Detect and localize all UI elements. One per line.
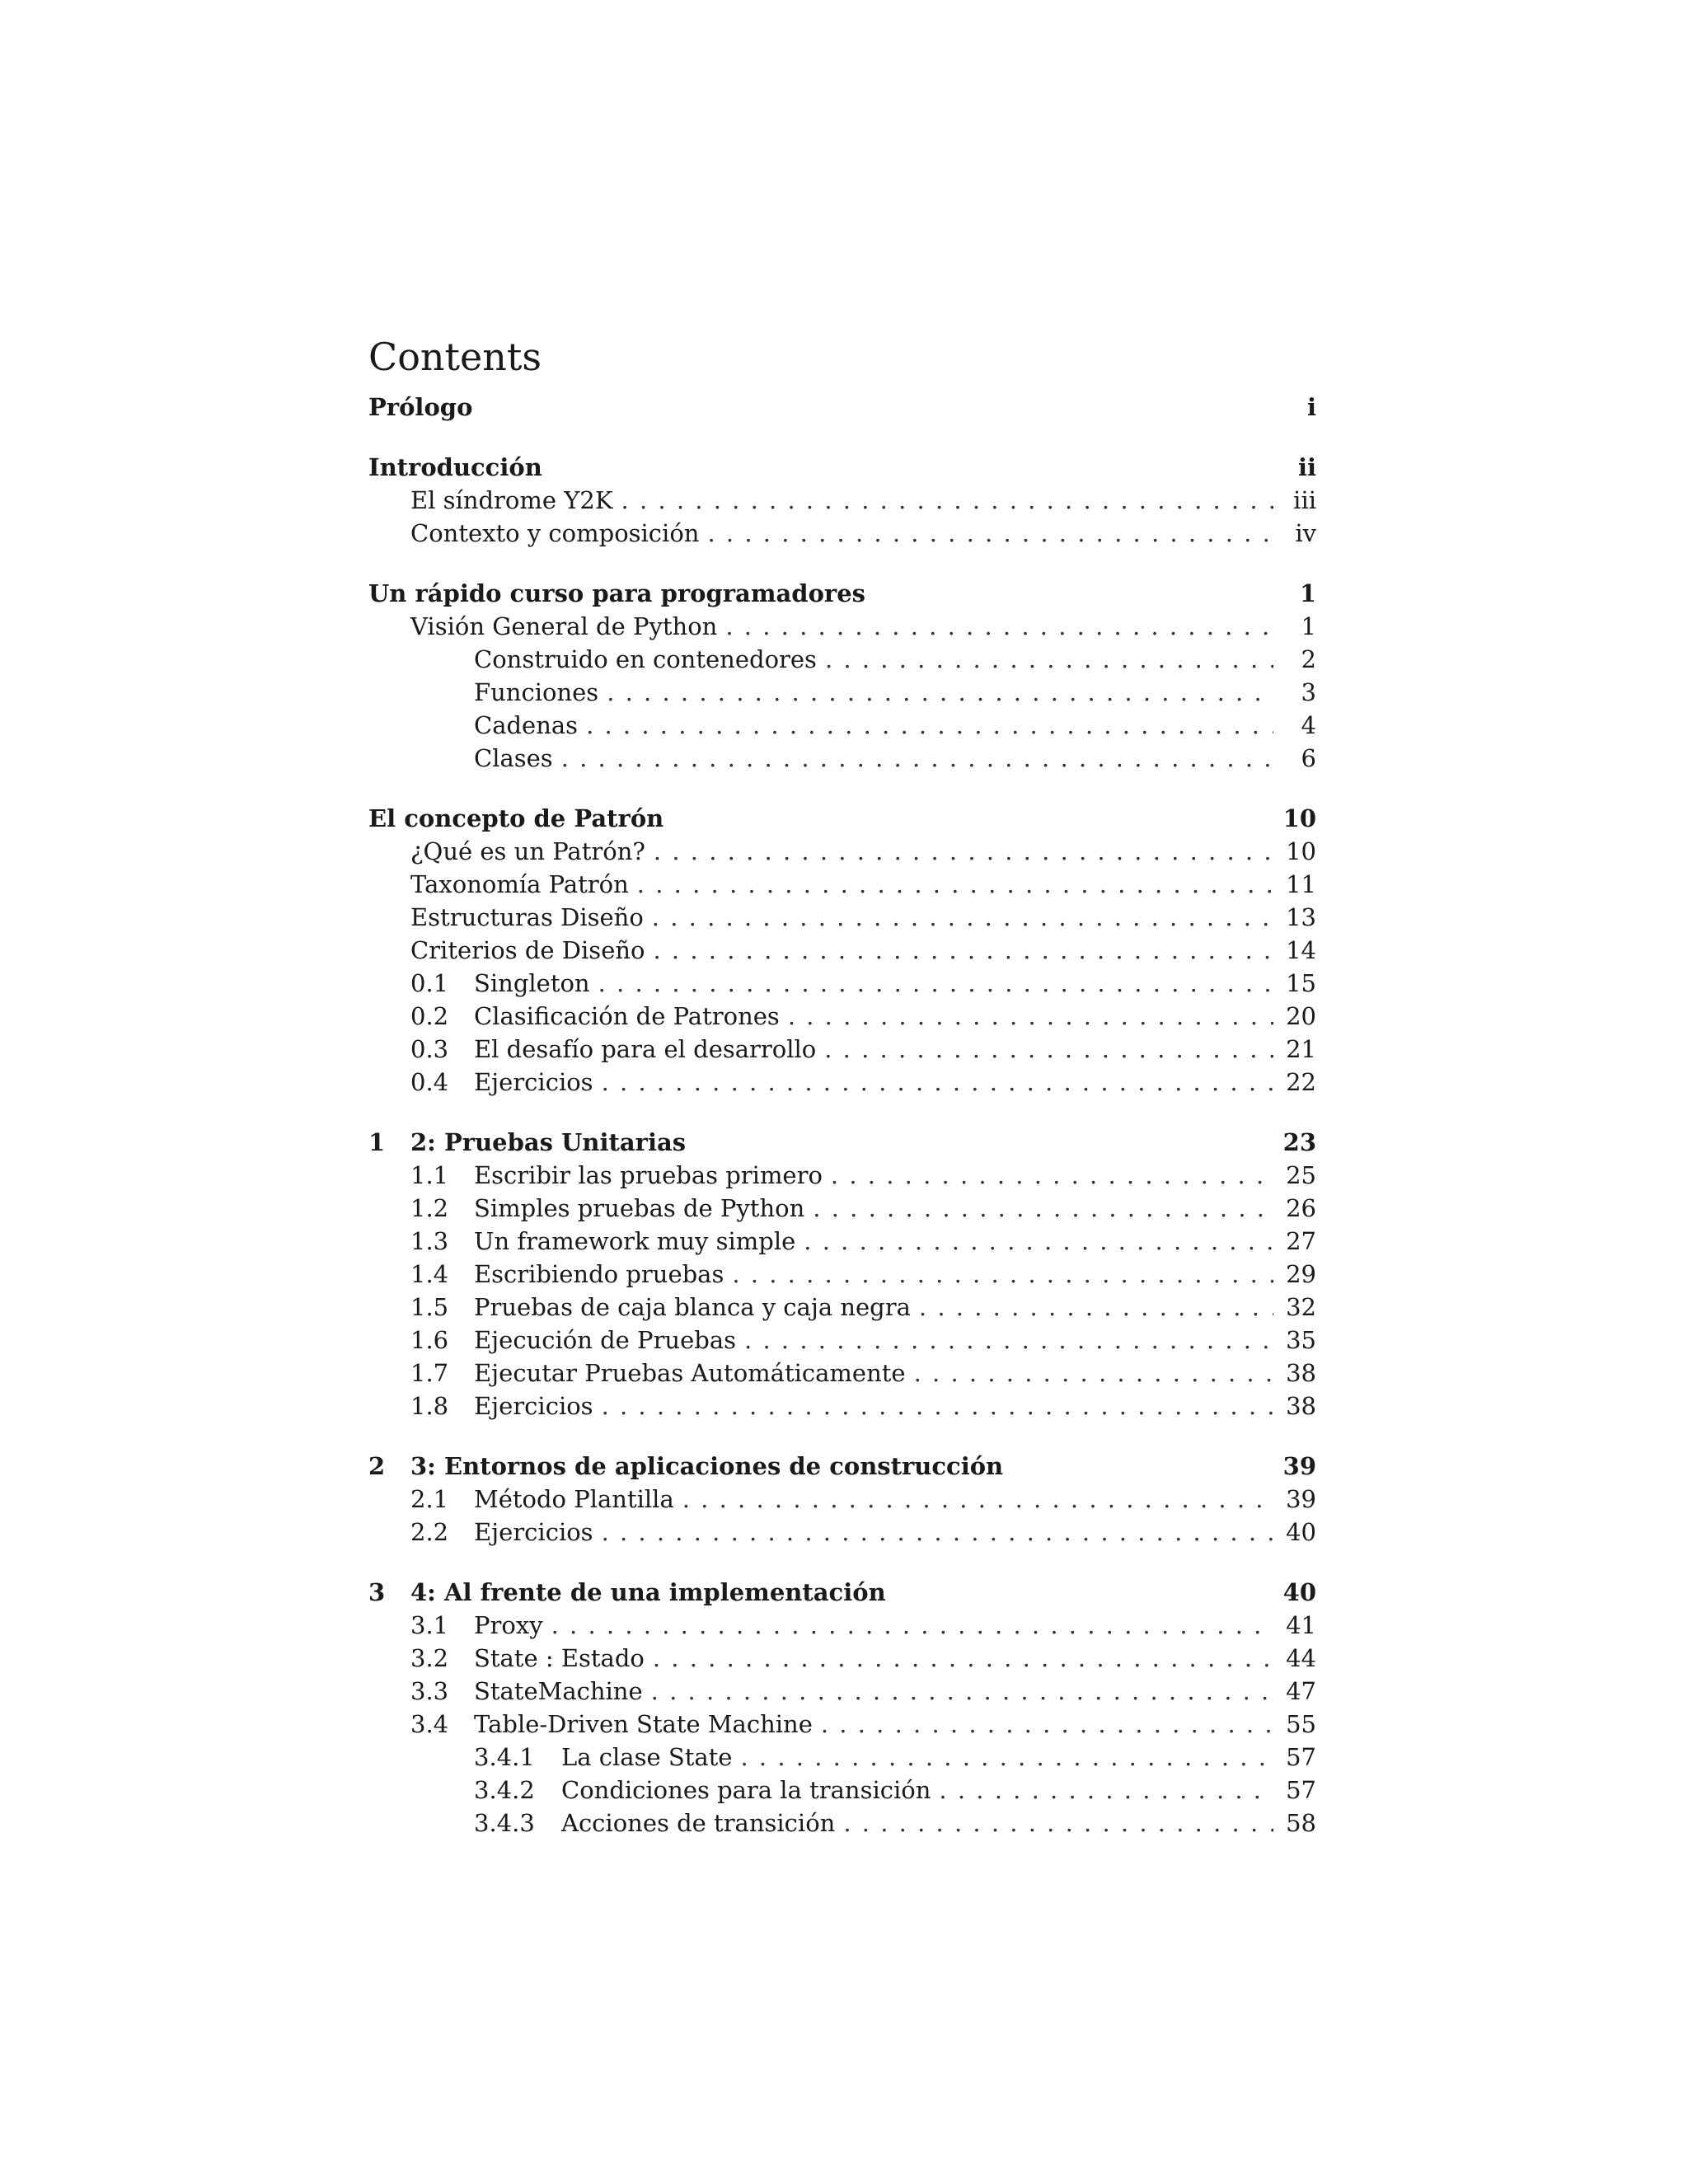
toc-dot-leader bbox=[602, 1516, 1273, 1549]
toc-page-number: 23 bbox=[1282, 1128, 1316, 1156]
toc-entry-title: Ejercicios bbox=[474, 1068, 593, 1096]
toc-page-number: 10 bbox=[1282, 804, 1316, 832]
toc-entry-title: Construido en contenedores bbox=[474, 645, 817, 673]
toc-entry-title: Ejecutar Pruebas Automáticamente bbox=[474, 1359, 906, 1387]
toc-dot-leader bbox=[725, 610, 1273, 643]
toc-entry-number: 1.8 bbox=[410, 1392, 449, 1420]
toc-entry-title: Visión General de Python bbox=[410, 612, 718, 640]
toc-page-number: 40 bbox=[1282, 1578, 1316, 1606]
toc-page-number: 14 bbox=[1286, 936, 1316, 964]
toc-entry-number: 3.4.3 bbox=[474, 1809, 535, 1837]
toc-entry-title: Ejercicios bbox=[474, 1518, 593, 1546]
toc-page-number: iv bbox=[1295, 519, 1316, 547]
toc-entry-title: 3: Entornos de aplicaciones de construcción bbox=[410, 1452, 1004, 1480]
toc-page-number: 27 bbox=[1286, 1227, 1316, 1255]
toc-entry-title: Ejercicios bbox=[474, 1392, 593, 1420]
toc-page-number: 39 bbox=[1286, 1485, 1316, 1513]
toc-entry-number: 0.4 bbox=[410, 1068, 449, 1096]
toc-section-entry[interactable] bbox=[368, 709, 1316, 742]
toc-page-number: 38 bbox=[1286, 1359, 1316, 1387]
toc-section-entry[interactable] bbox=[368, 967, 1316, 1000]
toc-section-entry[interactable] bbox=[368, 610, 1316, 643]
toc-entry-number: 3.4.2 bbox=[474, 1776, 535, 1804]
toc-entry-title: Criterios de Diseño bbox=[410, 936, 645, 964]
toc-page-number: 40 bbox=[1286, 1518, 1316, 1546]
toc-page-number: 39 bbox=[1282, 1452, 1316, 1480]
toc-section-entry[interactable] bbox=[368, 1357, 1316, 1390]
toc-dot-leader bbox=[825, 643, 1273, 676]
toc-entry-number: 2 bbox=[368, 1452, 386, 1480]
toc-entry-title: Cadenas bbox=[474, 711, 579, 739]
toc-page-number: 4 bbox=[1301, 711, 1316, 739]
toc-entry-number: 1.4 bbox=[410, 1260, 449, 1288]
toc-dot-leader bbox=[602, 1390, 1273, 1422]
toc-entry-number: 1.3 bbox=[410, 1227, 449, 1255]
toc-section-entry[interactable] bbox=[368, 1066, 1316, 1099]
toc-dot-leader bbox=[561, 742, 1273, 775]
toc-dot-leader bbox=[621, 484, 1273, 517]
toc-list bbox=[368, 391, 1316, 1840]
toc-entry-number: 0.1 bbox=[410, 969, 449, 997]
toc-page-number: 6 bbox=[1301, 744, 1316, 772]
toc-page-number: 26 bbox=[1286, 1194, 1316, 1222]
toc-dot-leader bbox=[824, 1033, 1273, 1066]
toc-section-entry[interactable] bbox=[368, 1741, 1316, 1774]
toc-page-number: 55 bbox=[1286, 1710, 1316, 1738]
toc-section-entry[interactable] bbox=[368, 676, 1316, 709]
toc-entry-title: State : Estado bbox=[474, 1644, 645, 1672]
toc-page-number: 57 bbox=[1286, 1743, 1316, 1771]
toc-dot-leader bbox=[740, 1741, 1273, 1774]
toc-chapter-entry[interactable] bbox=[368, 391, 1316, 424]
toc-entry-title: Introducción bbox=[368, 453, 542, 481]
toc-section-entry[interactable] bbox=[368, 1516, 1316, 1549]
toc-entry-title: Ejecución de Pruebas bbox=[474, 1326, 737, 1354]
toc-page-number: 1 bbox=[1301, 612, 1316, 640]
toc-dot-leader bbox=[586, 709, 1273, 742]
toc-entry-title: La clase State bbox=[561, 1743, 733, 1771]
toc-entry-number: 0.2 bbox=[410, 1002, 449, 1030]
toc-entry-title: Escribir las pruebas primero bbox=[474, 1161, 823, 1189]
toc-entry-number: 0.3 bbox=[410, 1035, 449, 1063]
toc-entry-title: El síndrome Y2K bbox=[410, 486, 613, 514]
toc-page-number: 21 bbox=[1286, 1035, 1316, 1063]
toc-section-entry[interactable] bbox=[368, 1390, 1316, 1422]
toc-dot-leader bbox=[653, 1642, 1273, 1675]
toc-section-entry[interactable] bbox=[368, 643, 1316, 676]
toc-dot-leader bbox=[654, 934, 1274, 967]
toc-section-entry[interactable] bbox=[368, 1258, 1316, 1291]
toc-entry-title: Prólogo bbox=[368, 393, 473, 421]
toc-page-number: i bbox=[1306, 393, 1316, 421]
toc-section-entry[interactable] bbox=[368, 1033, 1316, 1066]
toc-entry-title: Pruebas de caja blanca y caja negra bbox=[474, 1293, 911, 1321]
toc-entry-number: 3.2 bbox=[410, 1644, 449, 1672]
toc-section-entry[interactable] bbox=[368, 1807, 1316, 1840]
toc-entry-title: Acciones de transición bbox=[561, 1809, 836, 1837]
toc-entry-title: Funciones bbox=[474, 678, 599, 706]
toc-dot-leader bbox=[788, 1000, 1273, 1033]
toc-entry-title: Taxonomía Patrón bbox=[410, 870, 629, 898]
toc-chapter-entry[interactable] bbox=[368, 1576, 1316, 1609]
toc-page-number: 35 bbox=[1286, 1326, 1316, 1354]
toc-entry-title: El desafío para el desarrollo bbox=[474, 1035, 817, 1063]
toc-entry-number: 3.3 bbox=[410, 1677, 449, 1705]
toc-page-number: 38 bbox=[1286, 1392, 1316, 1420]
toc-page-number: ii bbox=[1297, 453, 1316, 481]
toc-section-entry[interactable] bbox=[368, 868, 1316, 901]
toc-dot-leader bbox=[682, 1483, 1273, 1516]
toc-section-entry[interactable] bbox=[368, 1000, 1316, 1033]
toc-dot-leader bbox=[654, 835, 1273, 868]
toc-section-entry[interactable] bbox=[368, 1609, 1316, 1642]
toc-chapter-entry[interactable] bbox=[368, 1126, 1316, 1159]
toc-dot-leader bbox=[607, 676, 1273, 709]
toc-section-entry[interactable] bbox=[368, 1225, 1316, 1258]
toc-entry-title: StateMachine bbox=[474, 1677, 643, 1705]
toc-dot-leader bbox=[551, 1609, 1273, 1642]
toc-section-entry[interactable] bbox=[368, 835, 1316, 868]
toc-entry-number: 1.7 bbox=[410, 1359, 449, 1387]
toc-chapter-entry[interactable] bbox=[368, 451, 1316, 484]
toc-entry-title: Simples pruebas de Python bbox=[474, 1194, 805, 1222]
toc-page-number: 32 bbox=[1286, 1293, 1316, 1321]
toc-dot-leader bbox=[651, 1675, 1273, 1708]
toc-dot-leader bbox=[598, 967, 1273, 1000]
toc-entry-number: 3.4 bbox=[410, 1710, 449, 1738]
toc-section-entry[interactable] bbox=[368, 1483, 1316, 1516]
toc-page-number: 47 bbox=[1286, 1677, 1316, 1705]
toc-entry-number: 3 bbox=[368, 1578, 386, 1606]
toc-page-number: 20 bbox=[1286, 1002, 1316, 1030]
toc-section-entry[interactable] bbox=[368, 742, 1316, 775]
toc-entry-title: Contexto y composición bbox=[410, 519, 700, 547]
toc-entry-title: Table-Driven State Machine bbox=[474, 1710, 813, 1738]
toc-dot-leader bbox=[939, 1774, 1273, 1807]
toc-dot-leader bbox=[919, 1291, 1273, 1324]
toc-entry-title: Estructuras Diseño bbox=[410, 903, 644, 931]
toc-section-entry[interactable] bbox=[368, 1324, 1316, 1357]
toc-entry-title: 2: Pruebas Unitarias bbox=[410, 1128, 687, 1156]
toc-entry-title: Un framework muy simple bbox=[474, 1227, 796, 1255]
toc-entry-number: 2.2 bbox=[410, 1518, 449, 1546]
toc-dot-leader bbox=[732, 1258, 1273, 1291]
toc-dot-leader bbox=[914, 1357, 1273, 1390]
toc-page-number: 58 bbox=[1286, 1809, 1316, 1837]
toc-dot-leader bbox=[637, 868, 1273, 901]
toc-entry-title: Singleton bbox=[474, 969, 590, 997]
toc-page-number: 11 bbox=[1286, 870, 1316, 898]
toc-entry-number: 2.1 bbox=[410, 1485, 449, 1513]
toc-section-entry[interactable] bbox=[368, 934, 1316, 967]
toc-section-entry[interactable] bbox=[368, 1675, 1316, 1708]
toc-entry-title: Proxy bbox=[474, 1611, 543, 1639]
toc-dot-leader bbox=[831, 1159, 1273, 1192]
toc-dot-leader bbox=[602, 1066, 1273, 1099]
toc-chapter-entry[interactable] bbox=[368, 577, 1316, 610]
toc-entry-number: 1.6 bbox=[410, 1326, 449, 1354]
toc-entry-title: Clases bbox=[474, 744, 553, 772]
toc-section-entry[interactable] bbox=[368, 1642, 1316, 1675]
toc-entry-title: Clasificación de Patrones bbox=[474, 1002, 780, 1030]
toc-page-number: 57 bbox=[1286, 1776, 1316, 1804]
toc-dot-leader bbox=[652, 901, 1273, 934]
toc-dot-leader bbox=[813, 1192, 1273, 1225]
toc-page-number: 22 bbox=[1286, 1068, 1316, 1096]
toc-chapter-entry[interactable] bbox=[368, 1450, 1316, 1483]
toc-section-entry[interactable] bbox=[368, 1159, 1316, 1192]
toc-page-number: 13 bbox=[1286, 903, 1316, 931]
toc-entry-number: 1.1 bbox=[410, 1161, 449, 1189]
table-of-contents bbox=[368, 328, 1316, 1840]
toc-page-number: 10 bbox=[1286, 837, 1316, 865]
toc-page-number: 44 bbox=[1286, 1644, 1316, 1672]
toc-entry-title: 4: Al frente de una implementación bbox=[410, 1578, 886, 1606]
toc-section-entry[interactable] bbox=[368, 517, 1316, 550]
toc-dot-leader bbox=[821, 1708, 1273, 1741]
toc-page-number: 3 bbox=[1301, 678, 1316, 706]
toc-section-entry[interactable] bbox=[368, 1291, 1316, 1324]
toc-entry-number: 3.4.1 bbox=[474, 1743, 535, 1771]
toc-dot-leader bbox=[744, 1324, 1273, 1357]
toc-dot-leader bbox=[804, 1225, 1273, 1258]
toc-entry-number: 3.1 bbox=[410, 1611, 449, 1639]
toc-entry-number: 1.2 bbox=[410, 1194, 449, 1222]
toc-section-entry[interactable] bbox=[368, 1192, 1316, 1225]
toc-dot-leader bbox=[707, 517, 1273, 550]
toc-page-number: 15 bbox=[1286, 969, 1316, 997]
toc-section-entry[interactable] bbox=[368, 1774, 1316, 1807]
toc-entry-title: ¿Qué es un Patrón? bbox=[410, 837, 645, 865]
toc-page-number: 41 bbox=[1286, 1611, 1316, 1639]
toc-page-number: 25 bbox=[1286, 1161, 1316, 1189]
toc-chapter-entry[interactable] bbox=[368, 802, 1316, 835]
toc-entry-title: Método Plantilla bbox=[474, 1485, 674, 1513]
toc-page-number: 29 bbox=[1286, 1260, 1316, 1288]
toc-dot-leader bbox=[843, 1807, 1273, 1840]
toc-section-entry[interactable] bbox=[368, 1708, 1316, 1741]
toc-page-number: 2 bbox=[1301, 645, 1316, 673]
toc-page-number: iii bbox=[1293, 486, 1316, 514]
toc-entry-title: El concepto de Patrón bbox=[368, 804, 664, 832]
toc-section-entry[interactable] bbox=[368, 901, 1316, 934]
toc-entry-title: Condiciones para la transición bbox=[561, 1776, 931, 1804]
toc-entry-title: Escribiendo pruebas bbox=[474, 1260, 724, 1288]
page-title: Contents bbox=[368, 335, 542, 379]
toc-entry-number: 1.5 bbox=[410, 1293, 449, 1321]
toc-section-entry[interactable] bbox=[368, 484, 1316, 517]
toc-entry-number: 1 bbox=[368, 1128, 386, 1156]
toc-entry-title: Un rápido curso para programadores bbox=[368, 579, 865, 607]
toc-page-number: 1 bbox=[1299, 579, 1316, 607]
